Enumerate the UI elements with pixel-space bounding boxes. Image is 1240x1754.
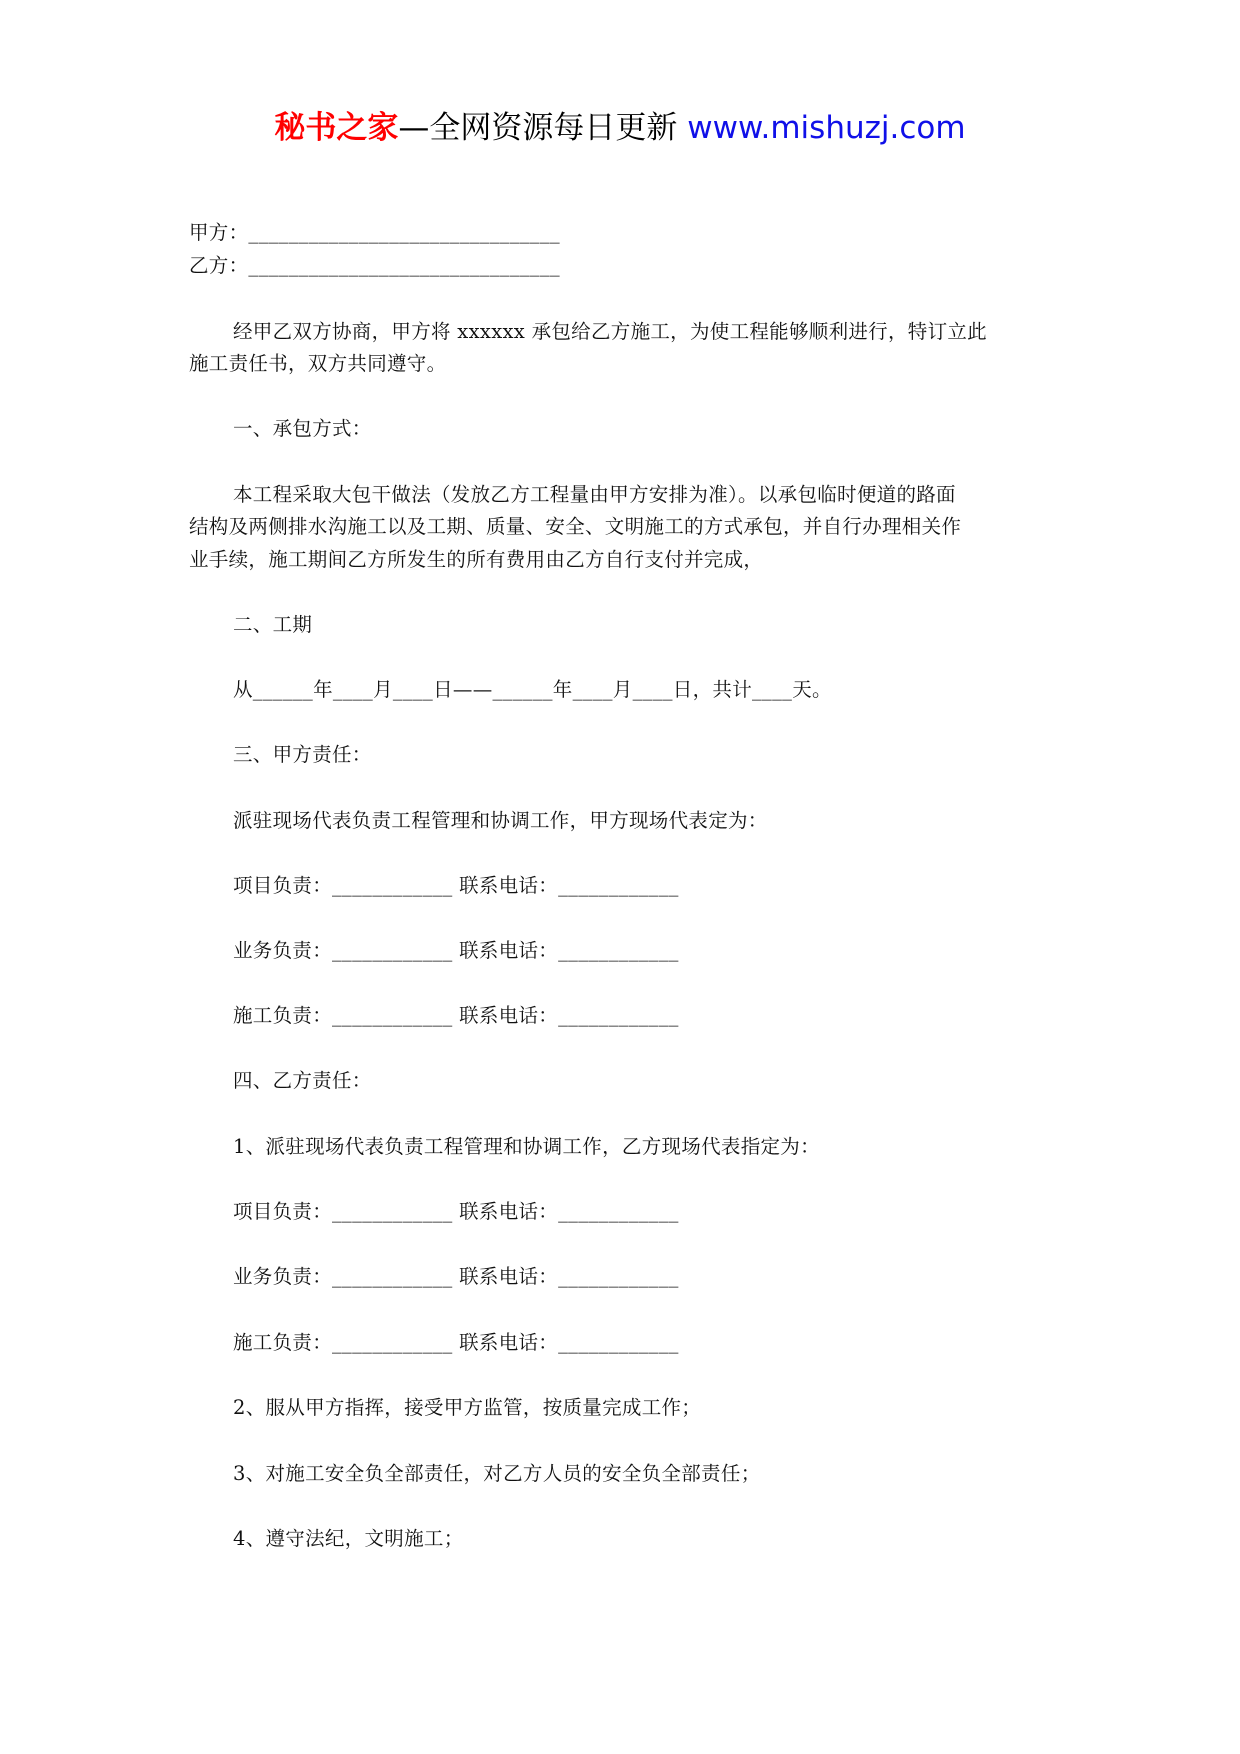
header-slogan: —全网资源每日更新 xyxy=(398,110,688,146)
section-4-item: 1、派驻现场代表负责工程管理和协调工作，乙方现场代表指定为： xyxy=(233,1135,820,1158)
section-4-item: 4、遵守法纪，文明施工； xyxy=(233,1527,464,1550)
contact-row: 施工负责：____________ 联系电话：____________ xyxy=(233,1331,679,1354)
party-b-field: 乙方：_______________________________ xyxy=(189,254,560,277)
section-4-title: 四、乙方责任： xyxy=(233,1069,372,1092)
contact-row: 项目负责：____________ 联系电话：____________ xyxy=(233,874,679,897)
section-1-line: 结构及两侧排水沟施工以及工期、质量、安全、文明施工的方式承包，并自行办理相关作 xyxy=(189,515,962,538)
contact-row: 项目负责：____________ 联系电话：____________ xyxy=(233,1200,679,1223)
section-3-body: 派驻现场代表负责工程管理和协调工作，甲方现场代表定为： xyxy=(233,809,768,832)
section-2-body: 从______年____月____日——______年____月____日，共计____天。 xyxy=(233,678,832,701)
section-2-title: 二、工期 xyxy=(233,613,313,636)
section-1-title: 一、承包方式： xyxy=(233,417,372,440)
section-1-line: 业手续，施工期间乙方所发生的所有费用由乙方自行支付并完成， xyxy=(189,548,764,571)
section-4-item: 3、对施工安全负全部责任，对乙方人员的安全负全部责任； xyxy=(233,1462,761,1485)
contact-row: 施工负责：____________ 联系电话：____________ xyxy=(233,1004,679,1027)
party-a-field: 甲方：_______________________________ xyxy=(189,221,560,244)
intro-line: 经甲乙双方协商，甲方将 xxxxxx 承包给乙方施工，为使工程能够顺利进行，特订立此 xyxy=(233,320,987,343)
brand-name: 秘书之家 xyxy=(274,110,399,146)
contact-row: 业务负责：____________ 联系电话：____________ xyxy=(233,1265,679,1288)
section-3-title: 三、甲方责任： xyxy=(233,743,372,766)
site-header xyxy=(0,102,1240,147)
site-url-link[interactable]: www.mishuzj.com xyxy=(687,110,966,146)
intro-line: 施工责任书，双方共同遵守。 xyxy=(189,352,447,375)
contact-row: 业务负责：____________ 联系电话：____________ xyxy=(233,939,679,962)
section-1-line: 本工程采取大包干做法（发放乙方工程量由甲方安排为准）。以承包临时便道的路面 xyxy=(233,483,956,506)
section-4-item: 2、服从甲方指挥，接受甲方监管，按质量完成工作； xyxy=(233,1396,702,1419)
